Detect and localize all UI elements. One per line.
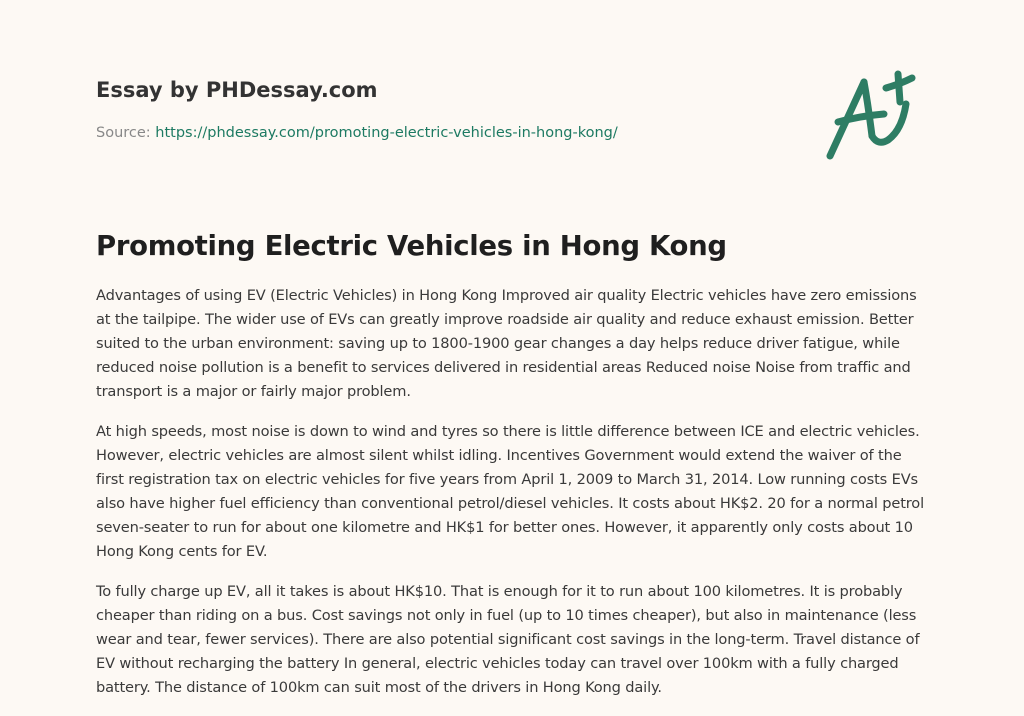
source-link[interactable]: https://phdessay.com/promoting-electric-vehicles-in-hong-kong/ — [155, 125, 618, 141]
essay-paragraph: To fully charge up EV, all it takes is about HK$10. That is enough for it to run about 100 kilometres. It is probably cheaper than riding on a bus. Cost savings not only in fuel (up to 10 times cheaper), but also in maintenance (less wear and tear, fewer services). There are also potential significant cost savings in the long-term. Travel distance of EV without recharging the battery In general, electric vehicles today can travel over 100km with a fully charged battery. The distance of 100km can suit most of the drivers in Hong Kong daily. — [96, 583, 920, 696]
source-line — [96, 124, 618, 142]
source-label: Source: — [96, 125, 156, 141]
essay-paragraph: At high speeds, most noise is down to wind and tyres so there is little difference between ICE and electric vehicles. However, electric vehicles are almost silent whilst idling. Incentives Government would extend the waiver of the first registration tax on electric vehicles for five years from April 1, 2009 to March 31, 2014. Low running costs EVs also have higher fuel efficiency than conventional petrol/diesel vehicles. It costs about HK$2. 20 for a normal petrol seven-seater to run for about one kilometre and HK$1 for better ones. However, it apparently only costs about 10 Hong Kong cents for EV. — [96, 423, 924, 560]
essay-title: Promoting Electric Vehicles in Hong Kong — [96, 230, 727, 262]
essay-paragraph: Advantages of using EV (Electric Vehicles) in Hong Kong Improved air quality Electric vehicles have zero emissions at the tailpipe. The wider use of EVs can greatly improve roadside air quality and reduce exhaust emission. Better suited to the urban environment: saving up to 1800-1900 gear changes a day helps reduce driver fatigue, while reduced noise pollution is a benefit to services delivered in residential areas Reduced noise Noise from traffic and transport is a major or fairly major problem. — [96, 287, 917, 400]
a-plus-grade-icon — [820, 64, 930, 164]
essay-body — [96, 284, 928, 716]
page-header — [96, 74, 796, 141]
brand-title: Essay by PHDessay.com — [96, 78, 378, 102]
